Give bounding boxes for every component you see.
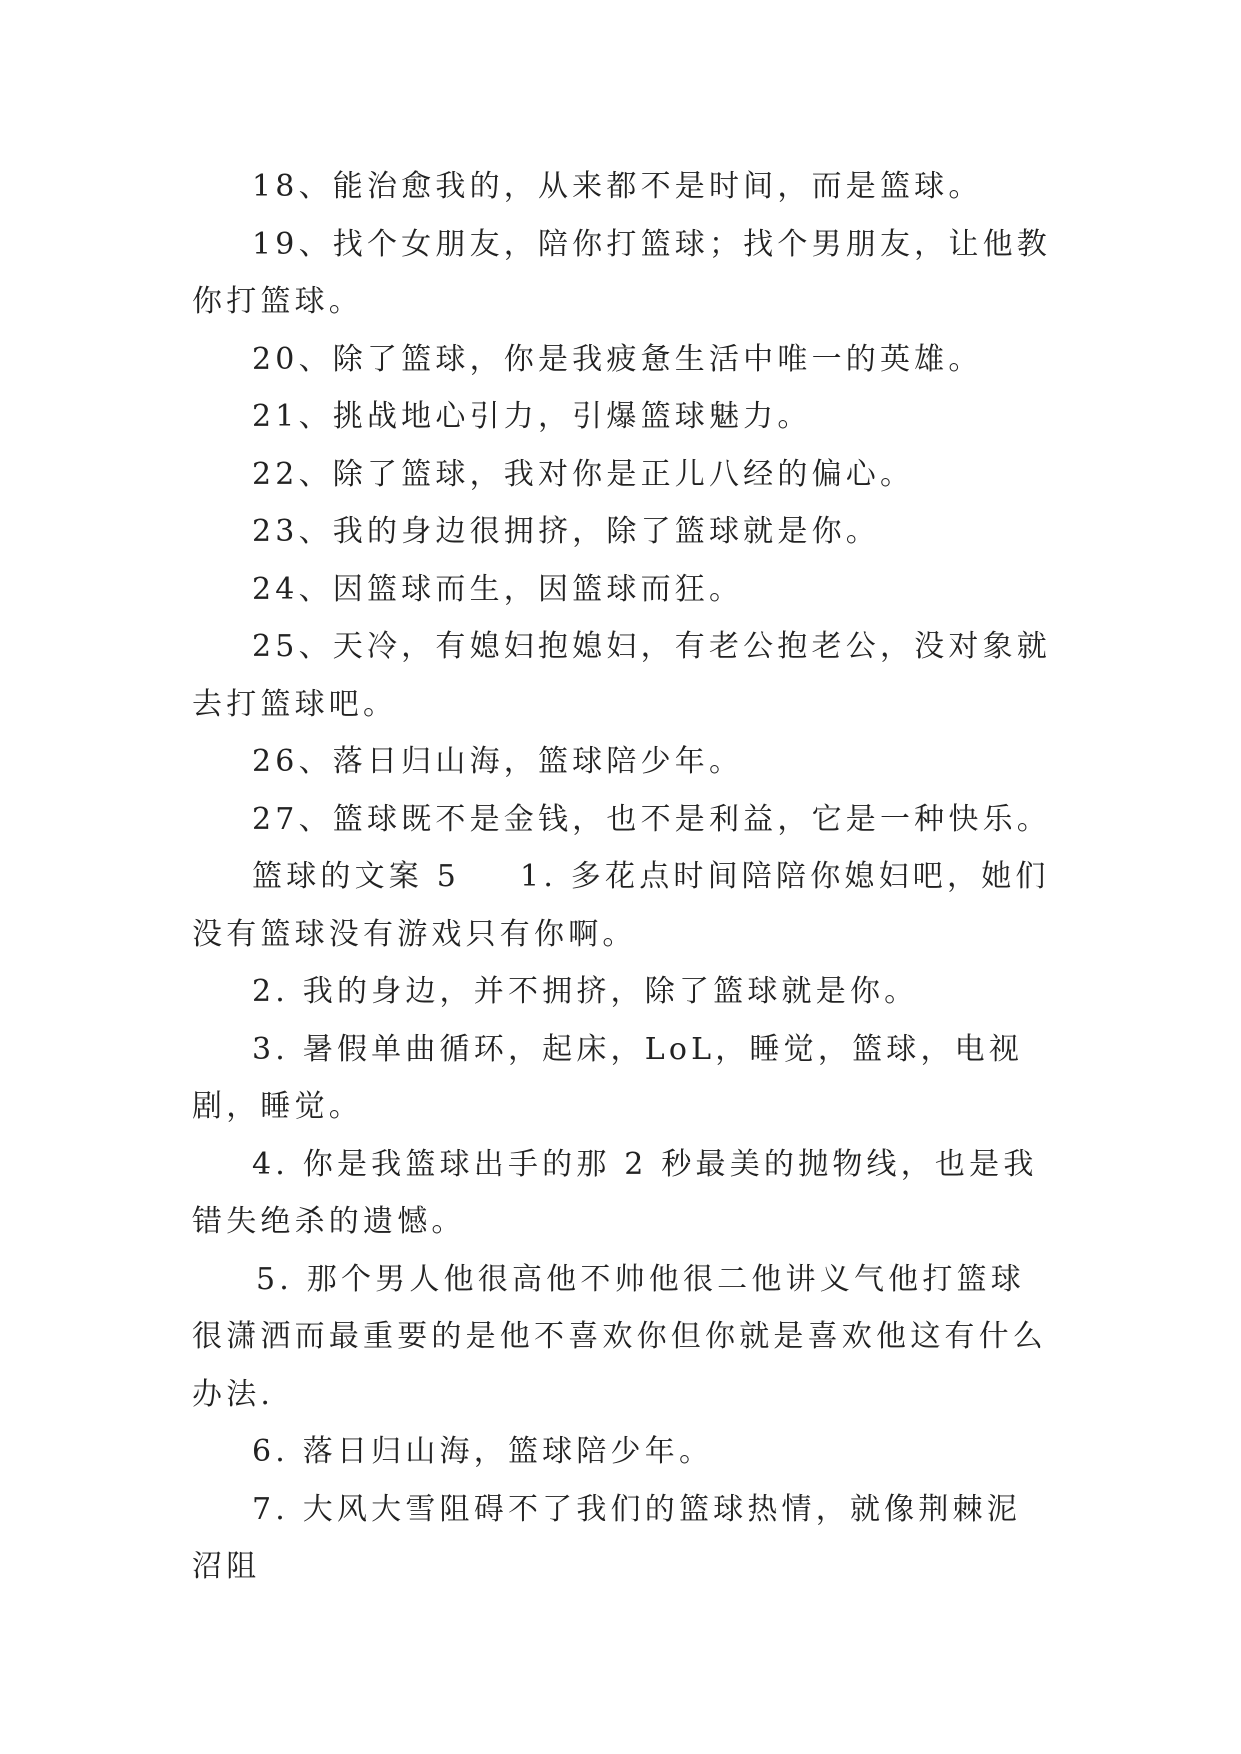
document-body	[192, 158, 1052, 1596]
list-item-7: 7. 大风大雪阻碍不了我们的篮球热情，就像荆棘泥沼阻	[192, 1491, 1021, 1584]
paragraph-25: 25、天冷，有媳妇抱媳妇，有老公抱老公，没对象就去打篮球吧。	[192, 629, 1051, 722]
list-item-2: 2. 我的身边，并不拥挤，除了篮球就是你。	[252, 974, 919, 1009]
paragraph-23: 23、我的身边很拥挤，除了篮球就是你。	[252, 514, 880, 549]
paragraph-18: 18、能治愈我的，从来都不是时间，而是篮球。	[252, 169, 983, 204]
section-paragraph	[192, 848, 1052, 963]
paragraph-21: 21、挑战地心引力，引爆篮球魅力。	[252, 399, 812, 434]
paragraph-27: 27、篮球既不是金钱，也不是利益，它是一种快乐。	[252, 801, 1051, 837]
list-item-5: 5. 那个男人他很高他不帅他很二他讲义气他打篮球很潇洒而最重要的是他不喜欢你但你就是喜欢他这有什么办法.	[192, 1261, 1047, 1412]
list-item-6: 6. 落日归山海，篮球陪少年。	[252, 1434, 714, 1469]
paragraph-19: 19、找个女朋友，陪你打篮球；找个男朋友，让他教你打篮球。	[192, 226, 1051, 319]
section-title: 篮球的文案 5	[252, 859, 461, 894]
paragraph-22: 22、除了篮球，我对你是正儿八经的偏心。	[252, 456, 915, 492]
paragraph-24: 24、因篮球而生，因篮球而狂。	[252, 571, 744, 607]
paragraph-20: 20、除了篮球，你是我疲惫生活中唯一的英雄。	[252, 341, 983, 377]
section-first-item: 1. 多花点时间陪陪你媳妇吧，她们没有篮球没有游戏只有你啊。	[192, 859, 1050, 952]
list-item-3: 3. 暑假单曲循环，起床，LoL，睡觉，篮球，电视剧，睡觉。	[192, 1031, 1024, 1124]
paragraph-26: 26、落日归山海，篮球陪少年。	[252, 744, 744, 779]
list-item-4: 4. 你是我篮球出手的那 2 秒最美的抛物线，也是我错失绝杀的遗憾。	[192, 1146, 1038, 1239]
